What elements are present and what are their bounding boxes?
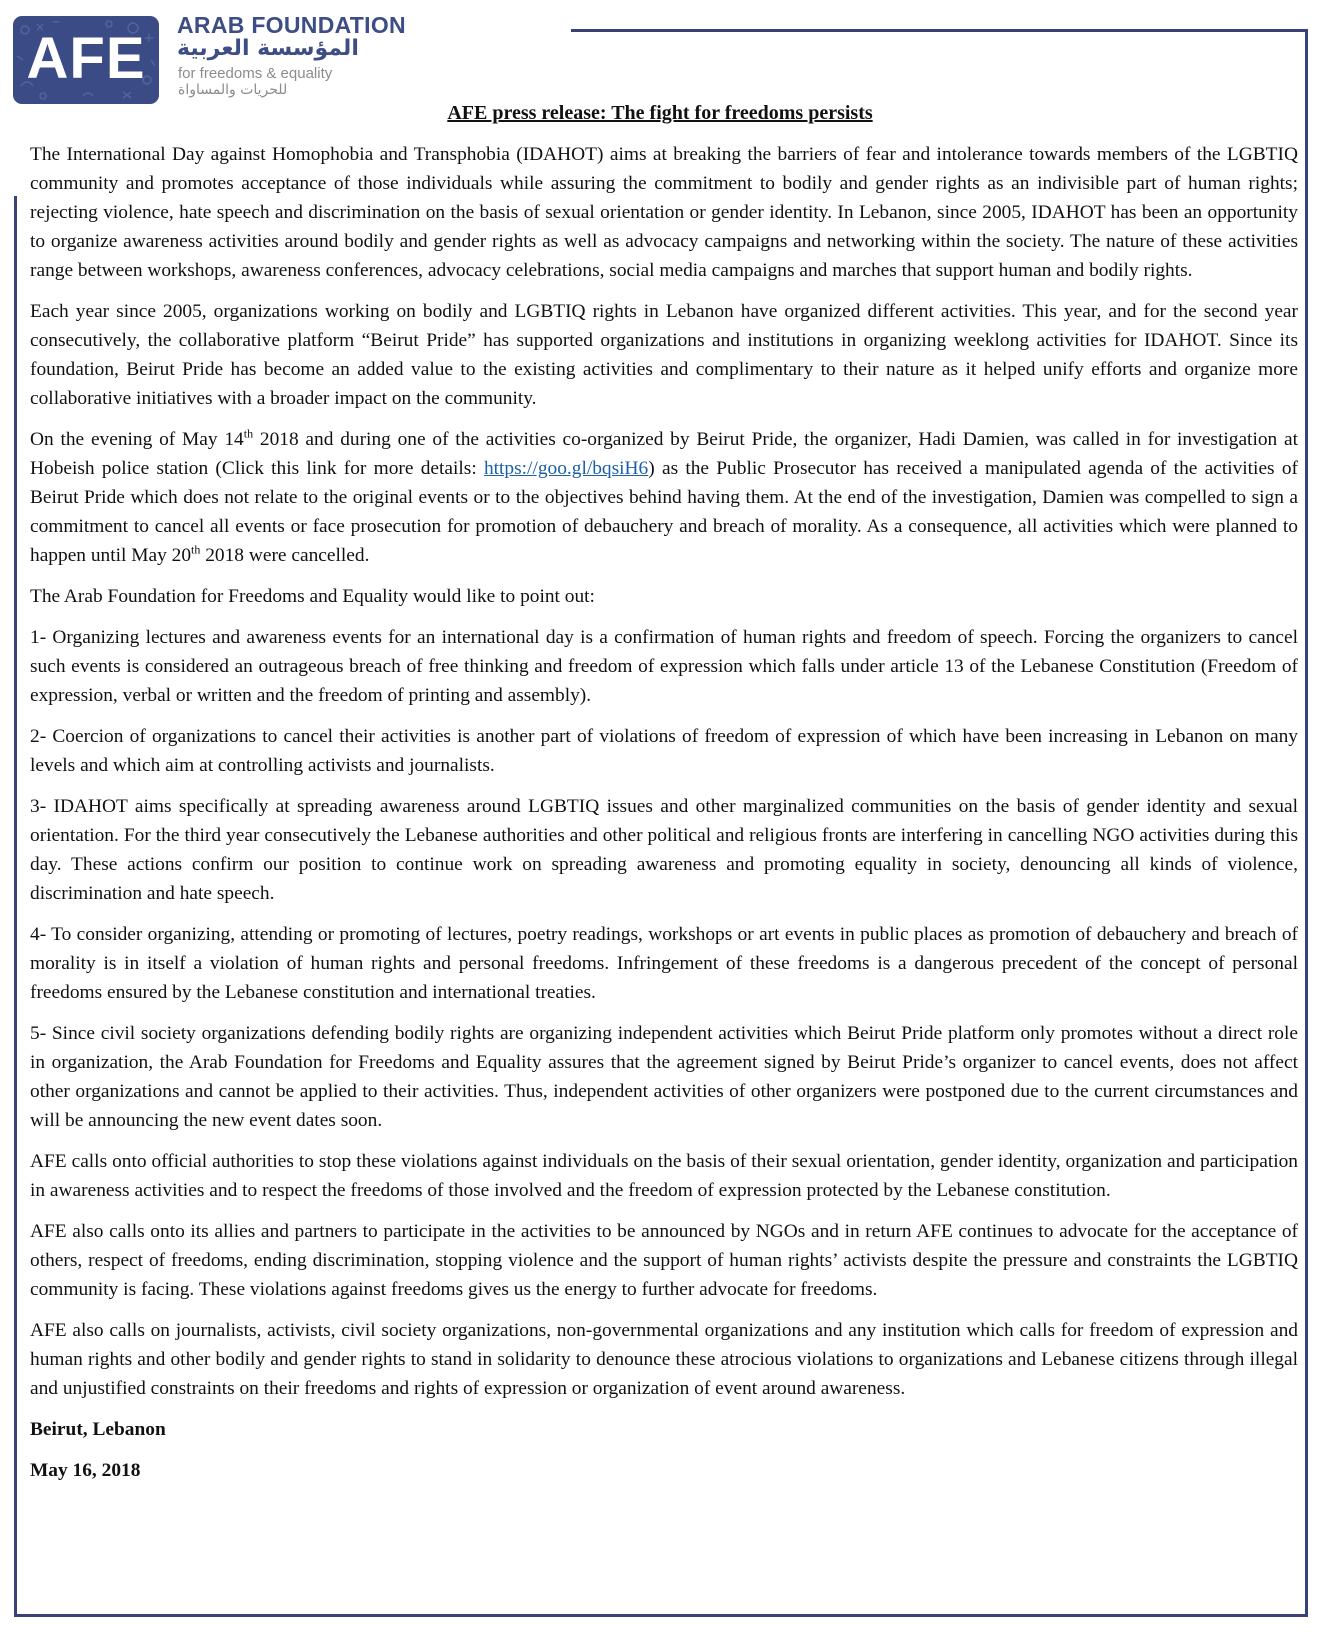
paragraph-call-journalists: AFE also calls on journalists, activists, civil society organizations, non-governmental organizations and any institution which calls for freedom of expression and human rights and other bodily and gender rights to stand in solidarity to denounce these atrocious violations to organizations and Lebanese citizens through illegal and unjustified constraints on their freedoms and rights of expression or organization of event around awareness. <box>30 1320 1298 1399</box>
text-segment: On the evening of May 14 <box>30 429 244 450</box>
afe-logo <box>13 16 159 104</box>
superscript: th <box>191 542 201 557</box>
press-release-body <box>30 140 1298 1497</box>
paragraph-investigation <box>30 425 1298 570</box>
frame-bottom-border <box>14 1614 1308 1617</box>
paragraph-point-5: 5- Since civil society organizations defending bodily rights are organizing independent activities which Beirut Pride platform only promotes without a direct role in organization, the Arab Foundation for Freedoms and Equality assures that the agreement signed by Beirut Pride’s organizer to cancel events, does not affect other organizations and cannot be applied to their activities. Thus, independent activities of other organizers were postponed due to the current circumstances and will be announcing the new event dates soon. <box>30 1023 1298 1131</box>
paragraph-point-out: The Arab Foundation for Freedoms and Equality would like to point out: <box>30 586 595 607</box>
org-name-english: ARAB FOUNDATION <box>177 12 406 38</box>
paragraph-call-authorities: AFE calls onto official authorities to stop these violations against individuals on the basis of their sexual orientation, gender identity, organization and participation in awareness activities and to respect the freedoms of those involved and the freedom of expression protected by the Lebanese constitution. <box>30 1151 1298 1201</box>
paragraph-point-1: 1- Organizing lectures and awareness events for an international day is a confirmation of human rights and freedom of speech. Forcing the organizers to cancel such events is considered an outrageous breach of free thinking and freedom of expression which falls under article 13 of the Lebanese Constitution (Freedom of expression, verbal or written and the freedom of printing and assembly). <box>30 627 1298 706</box>
frame-top-border <box>571 29 1308 32</box>
text-segment: ) as the Public Prosecutor has received a manipulated agenda of the activities of Beirut Pride which does not relate to the original events or to the objectives behind having them. At the end of the investigation, Damien was compelled to sign a commitment to cancel all events or face prosecution for promotion of debauchery and breach of morality. As a consequence, all activities which were planned to happen until May 20 <box>30 458 1298 566</box>
paragraph-point-4: 4- To consider organizing, attending or promoting of lectures, poetry readings, workshops or art events in public places as promotion of debauchery and breach of morality is in itself a violation of human rights and personal freedoms. Infringement of these freedoms is a dangerous precedent of the concept of personal freedoms ensured by the Lebanese constitution and international treaties. <box>30 924 1298 1003</box>
signature-place: Beirut, Lebanon <box>30 1419 166 1440</box>
paragraph-idahot-intro: The International Day against Homophobia and Transphobia (IDAHOT) aims at breaking the barriers of fear and intolerance towards members of the LGBTIQ community and promotes acceptance of those individuals while assuring the commitment to bodily and gender rights as an indivisible part of human rights; rejecting violence, hate speech and discrimination on the basis of sexual orientation or gender identity. In Lebanon, since 2005, IDAHOT has been an opportunity to organize awareness activities around bodily and gender rights as well as advocacy campaigns and networking within the society. The nature of these activities range between workshops, awareness conferences, advocacy celebrations, social media campaigns and marches that support human and bodily rights. <box>30 144 1298 281</box>
superscript: th <box>243 426 254 441</box>
logo-text: AFE <box>26 26 146 91</box>
frame-right-border <box>1305 29 1308 1617</box>
paragraph-point-3: 3- IDAHOT aims specifically at spreading awareness around LGBTIQ issues and other marginalized communities on the basis of gender identity and sexual orientation. For the third year consecutively the Lebanese authorities and other political and religious fronts are interfering in cancelling NGO activities during this day. These actions confirm our position to continue work on spreading awareness and promoting equality in society, denouncing all kinds of violence, discrimination and hate speech. <box>30 796 1298 904</box>
signature-date: May 16, 2018 <box>30 1460 141 1481</box>
text-segment: 2018 and during one of the activities co-organized by Beirut Pride, the organizer, Hadi Damien, was called in for investigation at Hobeish police station (Click this link for more details: <box>30 429 1298 479</box>
press-release-title: AFE press release: The fight for freedoms persists <box>447 102 873 124</box>
org-tagline-english: for freedoms & equality <box>178 65 333 82</box>
text-segment: 2018 were cancelled. <box>200 545 370 566</box>
org-name-arabic: المؤسسة العربية <box>177 36 359 61</box>
org-tagline-arabic: للحريات والمساواة <box>178 82 288 98</box>
paragraph-point-2: 2- Coercion of organizations to cancel their activities is another part of violations of freedom of expression of which have been increasing in Lebanon on many levels and which aim at controlling activists and journalists. <box>30 726 1298 776</box>
paragraph-call-allies: AFE also calls onto its allies and partners to participate in the activities to be announced by NGOs and in return AFE continues to advocate for the acceptance of others, respect of freedoms, ending discrimination, stopping violence and the support of human rights’ activists despite the pressure and constraints the LGBTIQ community is facing. These violations against freedoms gives us the energy to further advocate for freedoms. <box>30 1221 1298 1300</box>
frame-left-border <box>14 196 17 1617</box>
details-link[interactable]: https://goo.gl/bqsiH6 <box>483 458 649 479</box>
paragraph-beirut-pride: Each year since 2005, organizations working on bodily and LGBTIQ rights in Lebanon have organized different activities. This year, and for the second year consecutively, the collaborative platform “Beirut Pride” has supported organizations and institutions in organizing weeklong activities for IDAHOT. Since its foundation, Beirut Pride has become an added value to the existing activities and complimentary to their nature as it helped unify efforts and organize more collaborative initiatives with a broader impact on the community. <box>30 301 1298 409</box>
